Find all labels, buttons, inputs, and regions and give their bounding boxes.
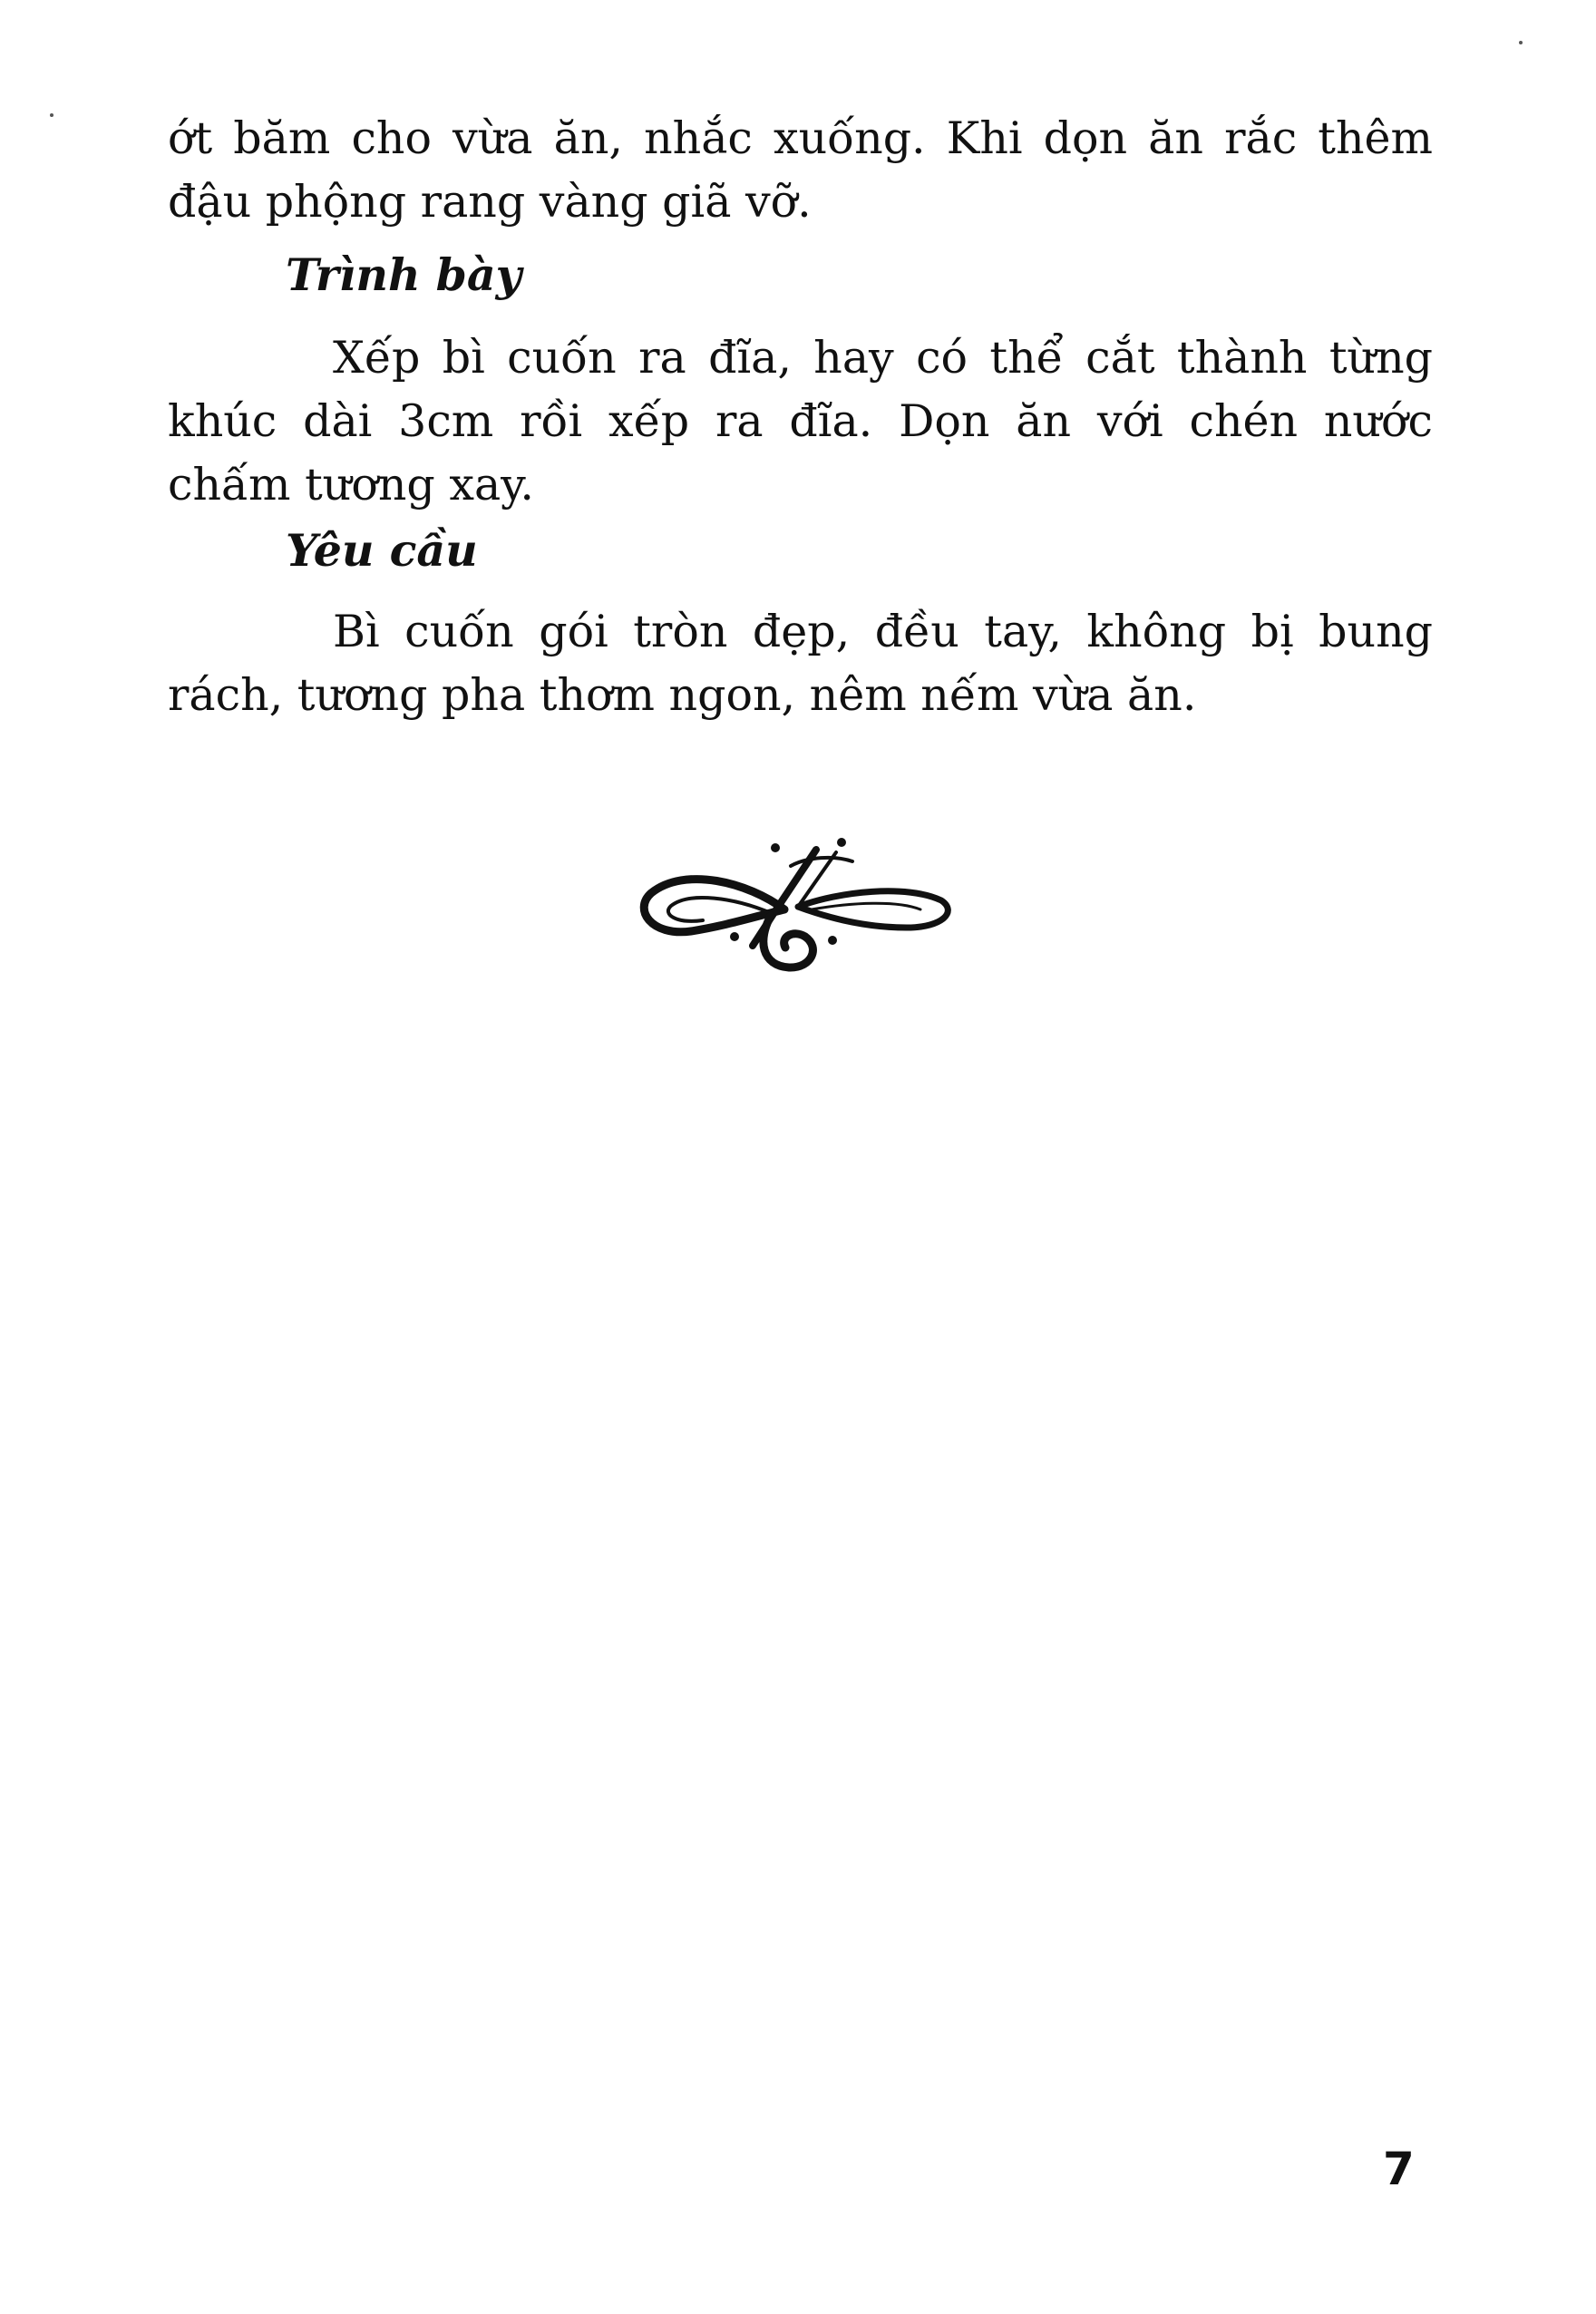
paragraph-continued	[168, 107, 1433, 234]
body-text: Xếp bì cuốn ra đĩa, hay có thể cắt thành từng khúc dài 3cm rồi xếp ra đĩa. Dọn ăn với chén nước chấm tương xay.	[168, 332, 1433, 510]
scan-speck	[1519, 41, 1523, 44]
paragraph-yeu-cau	[168, 600, 1433, 727]
flourish-ornament-icon	[635, 830, 961, 979]
section-heading-trinh-bay	[168, 243, 1433, 306]
section-heading: Yêu cầu	[286, 524, 478, 577]
scan-speck	[50, 113, 54, 117]
paragraph-trinh-bay	[168, 326, 1433, 517]
body-text: Bì cuốn gói tròn đẹp, đều tay, không bị bung rách, tương pha thơm ngon, nêm nếm vừa ăn.	[168, 606, 1433, 721]
page-number: 7	[1383, 2143, 1415, 2195]
section-heading-yeu-cau	[168, 519, 1433, 582]
section-heading: Trình bày	[286, 248, 522, 301]
body-text: ớt băm cho vừa ăn, nhắc xuống. Khi dọn ăn rắc thêm đậu phộng rang vàng giã vỡ.	[168, 112, 1433, 228]
